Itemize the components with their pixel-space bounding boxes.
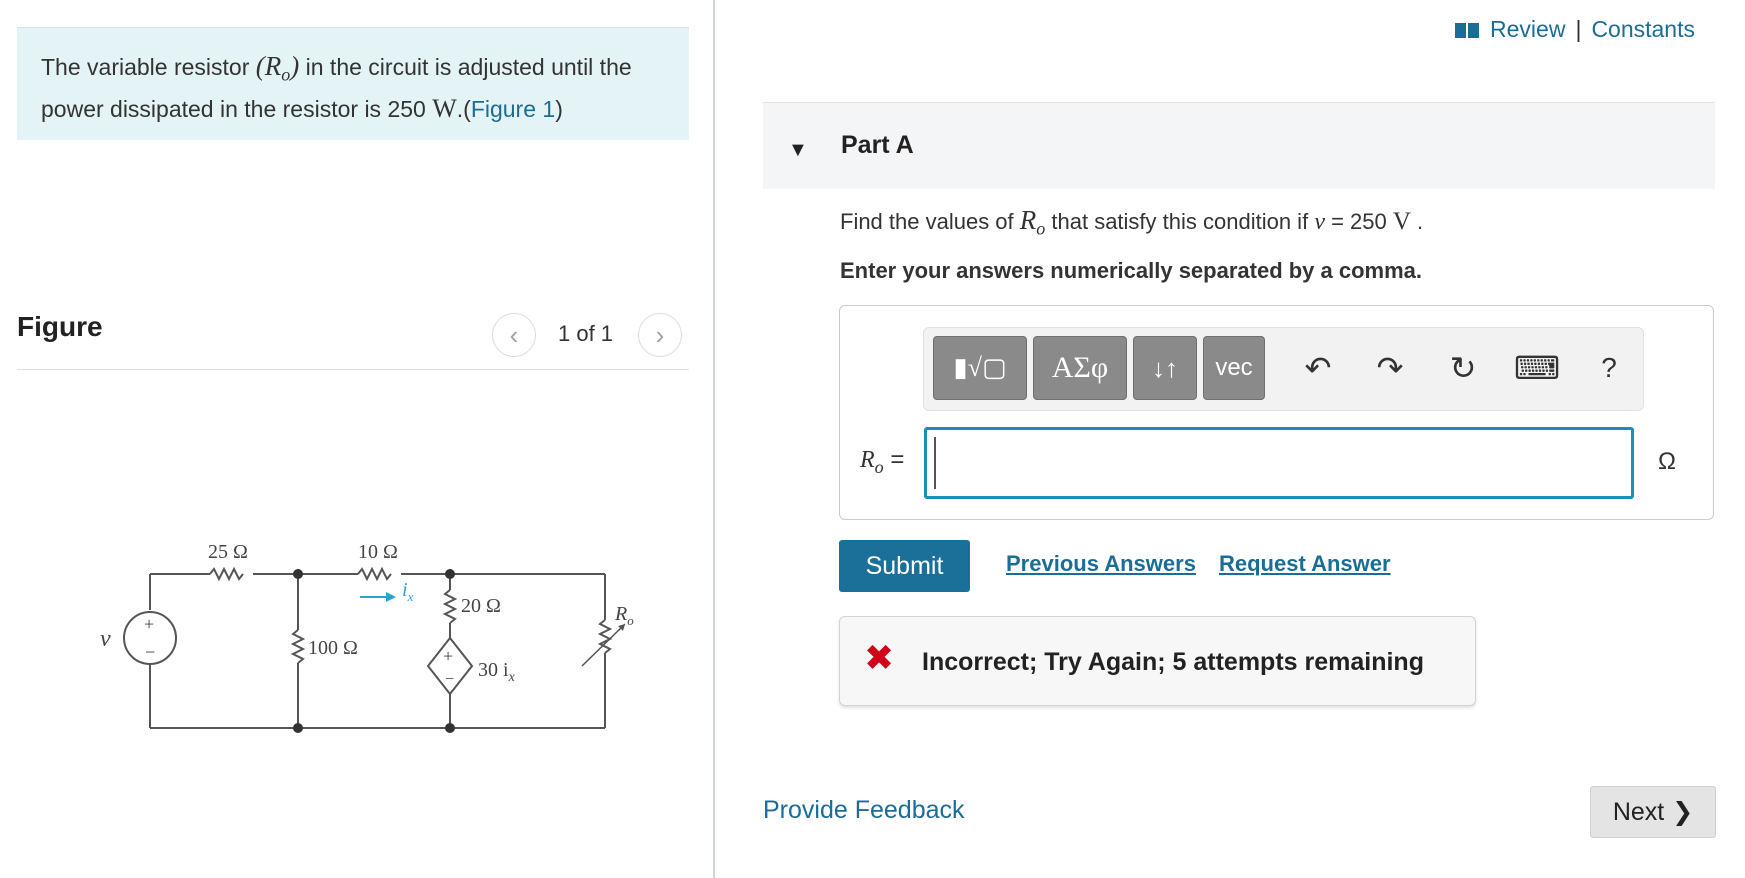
answer-input[interactable] — [924, 427, 1634, 499]
undo-icon[interactable]: ↶ — [1304, 350, 1332, 386]
answer-unit: Ω — [1658, 448, 1676, 475]
feedback-text: Incorrect; Try Again; 5 attempts remaining — [922, 648, 1424, 676]
help-icon[interactable]: ? — [1601, 352, 1617, 383]
incorrect-icon: ✖ — [864, 637, 895, 678]
book-icon — [1454, 20, 1480, 40]
question-eq: = 250 — [1324, 209, 1393, 234]
problem-unit: W — [432, 93, 457, 123]
request-answer-link[interactable]: Request Answer — [1219, 551, 1391, 576]
chevron-right-icon: ❯ — [1672, 798, 1694, 826]
resistor-25-label: 25 Ω — [208, 541, 248, 563]
review-link[interactable]: Review — [1490, 16, 1566, 42]
keyboard-icon[interactable]: ⌨ — [1513, 350, 1561, 386]
swap-button[interactable] — [1133, 336, 1197, 400]
answer-label-var: R — [860, 447, 875, 473]
answer-label-eq: = — [883, 446, 905, 473]
problem-text-after: .( — [456, 95, 471, 122]
circuit-diagram — [40, 530, 680, 750]
caret-down-icon[interactable]: ▼ — [788, 139, 808, 161]
vec-label: vec — [1215, 354, 1253, 381]
math-toolbar — [923, 327, 1644, 411]
next-button[interactable] — [1590, 786, 1716, 838]
answer-label — [860, 446, 904, 478]
source-plus: + — [144, 614, 155, 634]
question-var: R — [1019, 205, 1037, 235]
problem-text-mid: in the circuit is adjusted until the power dissipated in the resistor is 250 — [41, 54, 632, 122]
dependent-source-label — [478, 659, 516, 685]
ro-sub: o — [627, 613, 634, 628]
reset-icon[interactable]: ↻ — [1449, 350, 1477, 386]
question-var-sub: o — [1036, 218, 1046, 239]
problem-var-name: R — [264, 51, 282, 81]
problem-var-sub: o — [281, 64, 291, 85]
question-before: Find the values of — [840, 209, 1020, 234]
source-minus: − — [145, 642, 156, 662]
ro-label — [614, 603, 634, 628]
problem-var-open: ( — [255, 51, 265, 81]
pager-prev-button[interactable] — [492, 313, 536, 357]
answer-box — [839, 305, 1714, 520]
part-header[interactable] — [763, 102, 1715, 189]
problem-close-paren: ) — [555, 95, 563, 122]
symbols-icon: ΑΣφ — [1051, 351, 1109, 384]
left-pane — [0, 0, 715, 878]
instruction-text: Enter your answers numerically separated by a comma. — [840, 258, 1423, 283]
review-separator: | — [1575, 16, 1582, 42]
swap-icon: ↓↑ — [1152, 352, 1178, 383]
pager-next-button[interactable] — [638, 313, 682, 357]
answer-label-sub: o — [874, 456, 884, 477]
vector-button[interactable] — [1203, 336, 1265, 400]
dep-source-minus: − — [445, 671, 455, 688]
question-text — [840, 205, 1423, 239]
chevron-right-icon: › — [655, 319, 665, 350]
templates-button[interactable] — [933, 336, 1027, 400]
dep-source-plus: + — [443, 646, 454, 666]
symbols-button[interactable] — [1033, 336, 1127, 400]
figure-link[interactable]: Figure 1 — [470, 95, 556, 122]
submit-button[interactable]: Submit — [839, 540, 970, 592]
ix-text: i — [402, 579, 408, 601]
voltage-source-label: v — [100, 626, 111, 652]
figure-title: Figure — [17, 311, 103, 342]
question-mid: that satisfy this condition if — [1045, 209, 1315, 234]
ix-label — [402, 579, 414, 604]
provide-feedback-link[interactable]: Provide Feedback — [763, 796, 965, 824]
question-v: v — [1314, 209, 1325, 235]
pager-text: 1 of 1 — [558, 321, 614, 346]
question-end: . — [1410, 209, 1424, 234]
resistor-10-label: 10 Ω — [358, 541, 398, 563]
ix-sub: x — [407, 589, 414, 604]
dependent-source-text: 30 i — [478, 659, 509, 681]
pane-divider[interactable] — [713, 0, 715, 878]
feedback-box — [839, 616, 1476, 706]
chevron-left-icon: ‹ — [509, 319, 519, 350]
next-label: Next — [1612, 797, 1665, 826]
question-unit: V — [1392, 208, 1411, 235]
dependent-source-sub: x — [508, 670, 515, 685]
resistor-100-label: 100 Ω — [308, 637, 358, 659]
constants-link[interactable]: Constants — [1591, 16, 1695, 42]
templates-icon: ▮√▢ — [953, 353, 1007, 382]
resistor-20-label: 20 Ω — [461, 595, 501, 617]
review-constants — [1454, 16, 1695, 43]
previous-answers-link[interactable]: Previous Answers — [1006, 551, 1196, 576]
redo-icon[interactable]: ↷ — [1376, 350, 1404, 386]
ro-text: R — [615, 603, 628, 625]
text-cursor — [934, 437, 936, 489]
problem-var-close: ) — [290, 51, 300, 81]
problem-statement — [17, 27, 689, 140]
problem-text-before: The variable resistor — [41, 54, 256, 80]
figure-header — [17, 305, 689, 370]
part-title: Part A — [841, 131, 914, 159]
